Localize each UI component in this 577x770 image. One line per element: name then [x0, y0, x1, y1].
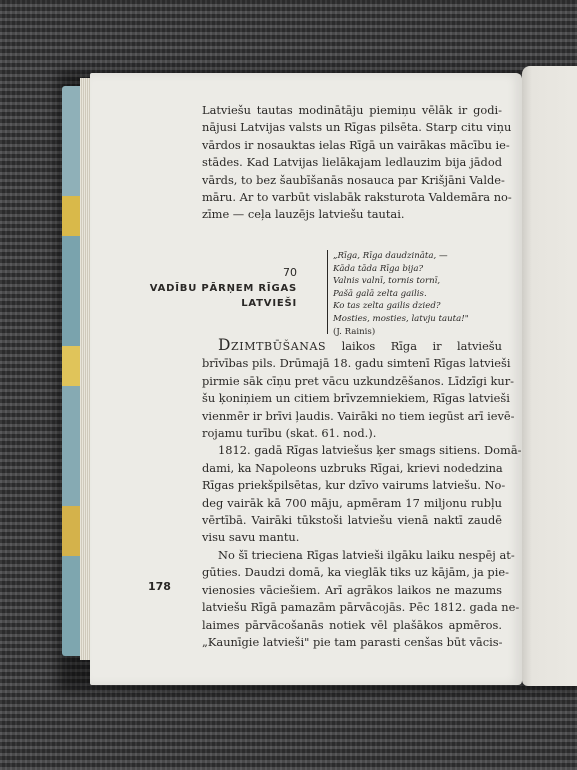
text-line: šu ķoniņiem un citiem brīvzemniekiem, Rīgas latvieši: [202, 391, 510, 406]
text-line: vienosies vāciešiem. Arī agrākos laikos ne mazums: [202, 582, 502, 597]
poem-line: Pašā galā zelta gailis.: [333, 288, 427, 299]
text-line: vienmēr ir brīvi ļaudis. Vairāki no tiem iegūst arī ievē-: [202, 408, 515, 423]
text-line: rojamu turību (skat. 61. nod.).: [202, 426, 377, 441]
text-line: No šī trieciena Rīgas latvieši ilgāku laiku nespēj at-: [218, 547, 515, 562]
text-line: nājusi Latvijas valsts un Rīgas pilsēta. Starp citu viņu: [202, 120, 512, 135]
intro-paragraph: [202, 102, 512, 224]
text-line: vērtībā. Vairāki tūkstoši latviešu vienā naktī zaudē: [202, 513, 502, 528]
poem-line: „Rīga, Rīga daudzināta, —: [333, 251, 448, 261]
text-line: laimes pārvācošanās notiek vēl plašākos apmēros.: [202, 617, 502, 632]
epigraph-poem: [333, 250, 508, 338]
text-line: vārdos ir nosauktas ielas Rīgā un vairākas mācību ie-: [202, 137, 510, 152]
text-line: dami, ka Napoleons uzbruks Rīgai, krievi nodedzina: [202, 460, 503, 475]
text-line: zīme — ceļa lauzējs latviešu tautai.: [202, 207, 405, 222]
text-line: deg vairāk kā 700 māju, apmēram 17 miljonu rubļu: [202, 495, 502, 510]
text-line: brīvības pils. Drūmajā 18. gadu simtenī Rīgas latvieši: [202, 356, 511, 371]
text-line: „Kaunīgie latvieši" pie tam parasti cenšas būt vācis-: [202, 634, 503, 649]
text-line: Rīgas priekšpilsētas, kur dzīvo vairums latviešu. No-: [202, 478, 506, 493]
text-line: latviešu Rīgā pamazām pārvācojās. Pēc 1812. gada ne-: [202, 600, 520, 615]
section-title-line: VADĪBU PĀRŅEM RĪGAS: [149, 283, 297, 294]
right-page-edge: [522, 66, 577, 686]
first-line-rest: laikos Rīga ir latviešu: [341, 339, 502, 353]
poem-author: (J. Rainis): [333, 326, 376, 337]
poem-line: Valnis valnī, tornis tornī,: [333, 276, 441, 287]
text-line: gūties. Daudzi domā, ka vieglāk tiks uz kājām, ja pie-: [202, 565, 509, 580]
body-first-line: [202, 337, 502, 355]
text-line: māru. Ar to varbūt vislabāk raksturota Valdemāra no-: [202, 190, 512, 205]
section-number: 70: [283, 266, 297, 279]
epigraph-rule: [327, 250, 328, 334]
text-line: 1812. gadā Rīgas latviešus ķer smags sitiens. Domā-: [218, 443, 522, 458]
section-title: [140, 281, 297, 311]
page-number: 178: [148, 580, 171, 593]
text-line: pirmie sāk cīņu pret vācu uzkundzēšanos. Līdzīgi kur-: [202, 373, 514, 388]
text-line: vārds, to bez šaubīšanās nosauca par Krišjāni Valde-: [202, 172, 505, 187]
body-text: [202, 336, 522, 651]
poem-line: Kāda tāda Rīga bija?: [333, 263, 424, 274]
poem-line: Ko tas zelta gailis dzied?: [333, 301, 441, 312]
text-line: visu savu mantu.: [202, 530, 300, 545]
poem-line: Mosties, mosties, latvju tauta!": [333, 313, 469, 324]
text-line: Latviešu tautas modinātāju piemiņu vēlāk ir godi-: [202, 103, 502, 117]
section-title-line: LATVIEŠI: [241, 298, 297, 309]
text-line: stādes. Kad Latvijas lielākajam ledlauzim bija jādod: [202, 155, 502, 170]
dropcap-word: Dzimtbūšanas: [218, 336, 327, 354]
